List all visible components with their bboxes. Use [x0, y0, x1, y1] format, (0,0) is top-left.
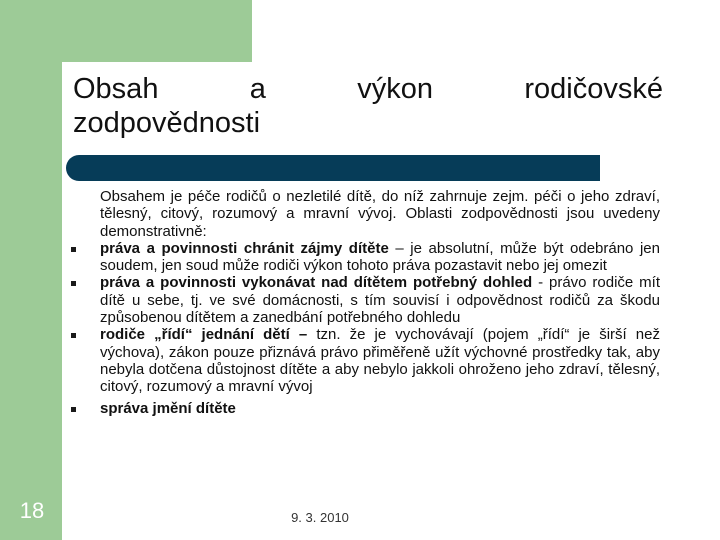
intro-paragraph: Obsahem je péče rodičů o nezletilé dítě, do níž zahrnuje zejm. péči o jeho zdraví, tělesný, citový, rozumový a mravní vývoj. Oblasti zodpovědnosti jsou uvedeny demonstrativně: [100, 188, 660, 240]
title-word: Obsah [73, 73, 159, 105]
title-line-1 [73, 72, 663, 106]
title-underline-bar [66, 155, 600, 181]
bullet-text: - právo rodiče mít dítě u sebe, tj. ve své domácnosti, s tím souvisí i odpovědnost rodičů za škodu způsobenou dítětem a zanedbání potřebného dohledu [100, 274, 660, 327]
title-word: rodičovské [524, 73, 663, 105]
footer-date: 9. 3. 2010 [291, 510, 349, 525]
title-word: výkon [357, 73, 434, 105]
bullet-item [100, 274, 660, 326]
bullet-strong-text: rodiče „řídí“ jednání dětí – [100, 326, 308, 344]
bullet-marker [71, 407, 76, 412]
bullet-marker [71, 281, 76, 286]
bullet-item [100, 400, 660, 417]
bullet-text: – je absolutní, může být odebráno jen soudem, jen soud může rodiči výkon tohoto práva pozastavit nebo jej omezit [100, 239, 660, 275]
bullet-text: tzn. že je vychovávají (pojem „řídí“ je širší než výchova), zákon pouze přiznává právo přiměřeně užít výchovné prostředky tak, aby nebyla dotčena důstojnost dítěte a aby nebylo jakkoli ohroženo jeho zdraví, tělesný, citový, rozumový a mravní vývoj [100, 326, 660, 396]
bullet-strong-text: správa jmění dítěte [100, 399, 236, 417]
slide-content [100, 188, 660, 417]
slide-title [73, 72, 663, 140]
slide-number: 18 [19, 498, 45, 523]
bullet-strong-text: práva a povinnosti chránit zájmy dítěte [100, 239, 389, 257]
bullet-marker [71, 247, 76, 252]
top-decorative-band [0, 0, 252, 62]
bullet-marker [71, 333, 76, 338]
bullet-strong-text: práva a povinnosti vykonávat nad dítětem potřebný dohled [100, 274, 533, 292]
left-decorative-band [0, 0, 62, 540]
bullet-item [100, 240, 660, 275]
bullet-item [100, 326, 660, 395]
title-line-2: zodpovědnosti [73, 107, 261, 139]
title-word: a [249, 73, 266, 105]
